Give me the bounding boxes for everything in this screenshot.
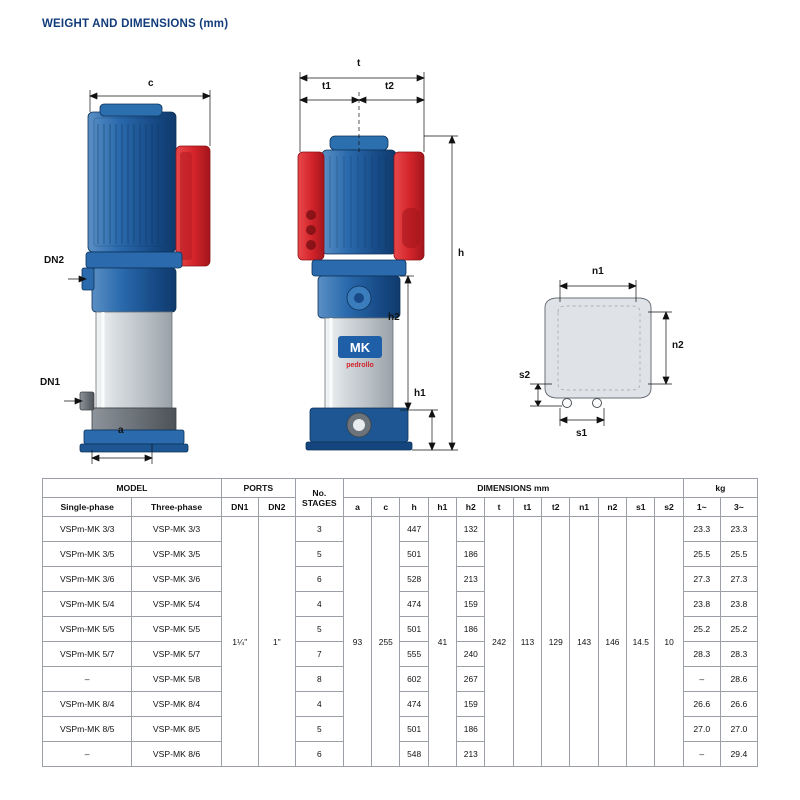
cell-t: 242	[485, 517, 513, 767]
dim-h1	[414, 410, 438, 450]
dim-label-n1: n1	[592, 266, 604, 277]
dim-label-a: a	[118, 425, 124, 436]
svg-text:pedrollo: pedrollo	[346, 362, 374, 369]
cell-h2: 159	[457, 592, 485, 617]
cell-t2: 129	[542, 517, 570, 767]
cell-three-phase: VSP-MK 5/5	[132, 617, 221, 642]
cell-h2: 267	[457, 667, 485, 692]
cell-single-phase: VSPm-MK 3/3	[43, 517, 132, 542]
header-row-groups	[43, 479, 758, 498]
dim-label-h1: h1	[414, 388, 426, 399]
cell-kg-three: 26.6	[720, 692, 757, 717]
cell-single-phase: VSPm-MK 5/5	[43, 617, 132, 642]
cell-single-phase: VSPm-MK 8/4	[43, 692, 132, 717]
cell-single-phase: VSPm-MK 5/4	[43, 592, 132, 617]
cell-kg-single: 26.6	[683, 692, 720, 717]
cell-single-phase: VSPm-MK 5/7	[43, 642, 132, 667]
cell-s1: 14.5	[627, 517, 655, 767]
cell-stages: 7	[295, 642, 343, 667]
cell-h2: 186	[457, 617, 485, 642]
header-ports: PORTS	[221, 479, 295, 498]
page-title: WEIGHT AND DIMENSIONS (mm)	[42, 18, 229, 30]
header-dim-h2: h2	[457, 498, 485, 517]
header-kg: kg	[683, 479, 757, 498]
cell-kg-single: 23.3	[683, 517, 720, 542]
cell-h1: 41	[428, 517, 456, 767]
dim-label-h: h	[458, 248, 465, 259]
cell-h: 501	[400, 542, 428, 567]
cell-kg-single: 27.0	[683, 717, 720, 742]
dim-s1	[560, 408, 604, 426]
cell-h: 474	[400, 592, 428, 617]
cell-h2: 186	[457, 542, 485, 567]
dim-label-s2: s2	[519, 370, 531, 381]
cell-three-phase: VSP-MK 3/5	[132, 542, 221, 567]
header-dim-t2: t2	[542, 498, 570, 517]
header-dn1: DN1	[221, 498, 258, 517]
table-row	[43, 517, 758, 542]
cell-three-phase: VSP-MK 8/6	[132, 742, 221, 767]
dim-label-dn2: DN2	[44, 255, 65, 266]
cell-n1: 143	[570, 517, 598, 767]
cell-kg-single: 28.3	[683, 642, 720, 667]
header-kg-three: 3~	[720, 498, 757, 517]
header-model: MODEL	[43, 479, 222, 498]
cell-kg-three: 29.4	[720, 742, 757, 767]
cell-single-phase: VSPm-MK 8/5	[43, 717, 132, 742]
header-stages-line1: No.	[312, 487, 327, 498]
dim-label-h2: h2	[388, 312, 400, 323]
cell-kg-three: 25.2	[720, 617, 757, 642]
cell-h: 602	[400, 667, 428, 692]
header-dim-s1: s1	[627, 498, 655, 517]
cell-dn2: 1"	[258, 517, 295, 767]
cell-kg-three: 25.5	[720, 542, 757, 567]
cell-stages: 5	[295, 542, 343, 567]
svg-text:MK: MK	[349, 340, 371, 355]
cell-dn1: 1¼"	[221, 517, 258, 767]
cell-stages: 6	[295, 742, 343, 767]
cell-three-phase: VSP-MK 3/3	[132, 517, 221, 542]
drawing-svg	[0, 40, 800, 470]
cell-t1: 113	[513, 517, 541, 767]
header-dim-n1: n1	[570, 498, 598, 517]
header-dim-a: a	[343, 498, 371, 517]
header-three-phase: Three-phase	[132, 498, 221, 517]
dim-label-dn1: DN1	[40, 377, 61, 388]
cell-stages: 4	[295, 592, 343, 617]
cell-h: 528	[400, 567, 428, 592]
header-stages	[295, 479, 343, 517]
cell-n2: 146	[598, 517, 626, 767]
cell-kg-three: 23.8	[720, 592, 757, 617]
header-dimensions: DIMENSIONS mm	[343, 479, 683, 498]
table-body	[43, 517, 758, 767]
cell-h: 501	[400, 617, 428, 642]
cell-single-phase: VSPm-MK 3/6	[43, 567, 132, 592]
header-dn2: DN2	[258, 498, 295, 517]
cell-h: 548	[400, 742, 428, 767]
dimensions-table	[42, 478, 758, 767]
cell-h: 501	[400, 717, 428, 742]
header-row-cols	[43, 498, 758, 517]
header-dim-t: t	[485, 498, 513, 517]
cell-kg-single: 23.8	[683, 592, 720, 617]
cell-h2: 186	[457, 717, 485, 742]
cell-kg-three: 27.3	[720, 567, 757, 592]
cell-h2: 213	[457, 567, 485, 592]
cell-kg-three: 28.6	[720, 667, 757, 692]
cell-three-phase: VSP-MK 3/6	[132, 567, 221, 592]
cell-h2: 213	[457, 742, 485, 767]
dim-label-n2: n2	[672, 340, 684, 351]
cell-h2: 240	[457, 642, 485, 667]
dim-label-t2: t2	[385, 81, 394, 92]
header-dim-s2: s2	[655, 498, 683, 517]
header-dim-n2: n2	[598, 498, 626, 517]
cell-kg-single: 27.3	[683, 567, 720, 592]
cell-kg-single: –	[683, 742, 720, 767]
cell-h: 555	[400, 642, 428, 667]
cell-single-phase: VSPm-MK 3/5	[43, 542, 132, 567]
cell-three-phase: VSP-MK 5/7	[132, 642, 221, 667]
dim-dn1	[64, 398, 82, 404]
table-header	[43, 479, 758, 517]
cell-h2: 132	[457, 517, 485, 542]
cell-stages: 5	[295, 617, 343, 642]
header-stages-line2: STAGES	[301, 497, 337, 508]
header-single-phase: Single-phase	[43, 498, 132, 517]
dim-label-c: c	[148, 78, 154, 89]
cell-h2: 159	[457, 692, 485, 717]
header-dim-h1: h1	[428, 498, 456, 517]
cell-three-phase: VSP-MK 8/5	[132, 717, 221, 742]
cell-three-phase: VSP-MK 5/4	[132, 592, 221, 617]
cell-stages: 3	[295, 517, 343, 542]
cell-a: 93	[343, 517, 371, 767]
pump-side-view	[80, 104, 210, 452]
dim-label-t: t	[357, 58, 361, 69]
header-dim-t1: t1	[513, 498, 541, 517]
cell-stages: 6	[295, 567, 343, 592]
header-kg-single: 1~	[683, 498, 720, 517]
technical-drawing	[0, 40, 800, 470]
cell-kg-three: 27.0	[720, 717, 757, 742]
cell-single-phase: –	[43, 667, 132, 692]
cell-three-phase: VSP-MK 8/4	[132, 692, 221, 717]
dim-n2	[648, 312, 672, 384]
cell-h: 447	[400, 517, 428, 542]
header-dim-h: h	[400, 498, 428, 517]
cell-single-phase: –	[43, 742, 132, 767]
cell-kg-single: –	[683, 667, 720, 692]
cell-kg-three: 23.3	[720, 517, 757, 542]
cell-kg-single: 25.2	[683, 617, 720, 642]
cell-h: 474	[400, 692, 428, 717]
cell-three-phase: VSP-MK 5/8	[132, 667, 221, 692]
cell-stages: 8	[295, 667, 343, 692]
dim-h2	[400, 276, 414, 410]
cell-c: 255	[372, 517, 400, 767]
cell-s2: 10	[655, 517, 683, 767]
cell-stages: 5	[295, 717, 343, 742]
base-plan-view	[545, 298, 651, 408]
cell-kg-single: 25.5	[683, 542, 720, 567]
header-dim-c: c	[372, 498, 400, 517]
dim-label-s1: s1	[576, 428, 588, 439]
cell-kg-three: 28.3	[720, 642, 757, 667]
dim-label-t1: t1	[322, 81, 331, 92]
cell-stages: 4	[295, 692, 343, 717]
